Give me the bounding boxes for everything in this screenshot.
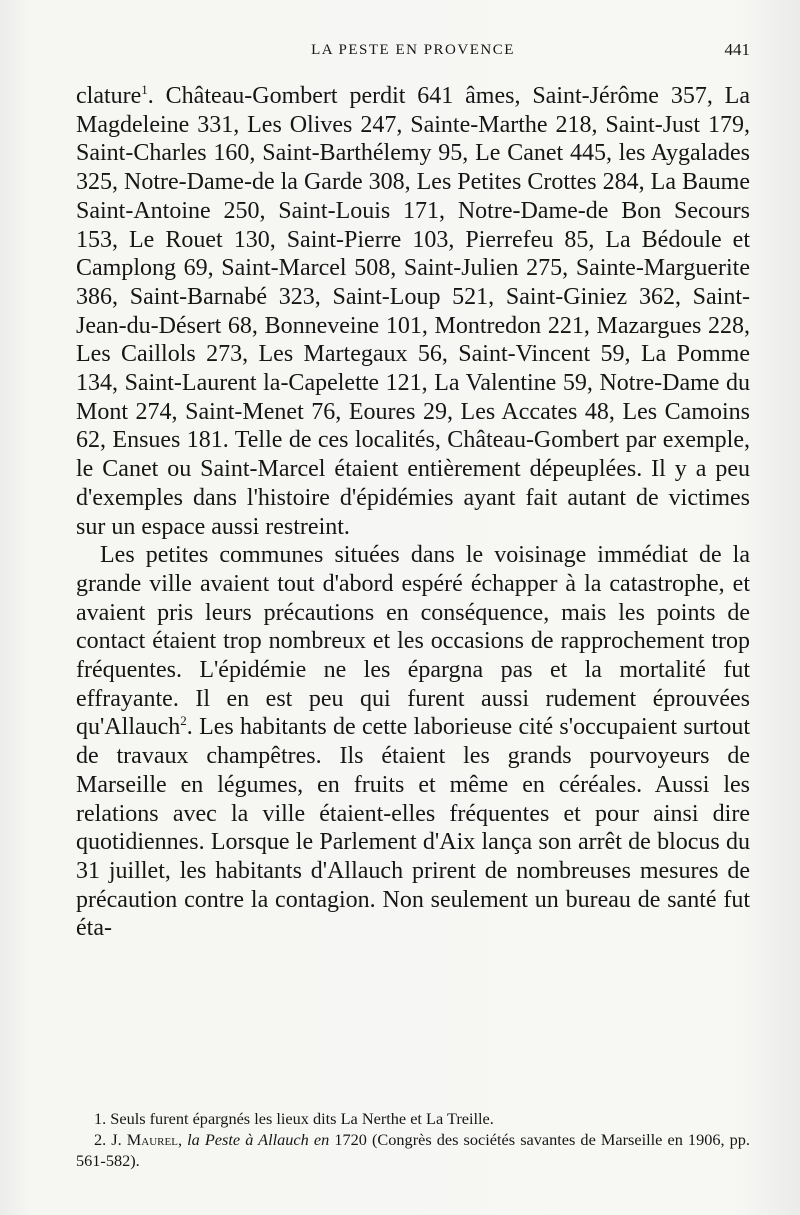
footnote-2-author: Maurel (126, 1130, 178, 1149)
paragraph-2-text-a: Les petites communes situées dans le voisinage immédiat de la grande ville avaient tout d'abord espéré échapper à la catastrophe, et avaient pris leurs précautions en conséquence, mais les points de contact étaient trop nombreux et les occasions de rapprochement trop fréquentes. L'épidémie ne les épargna pas et la mortalité fut effrayante. Il en est peu qui furent aussi rudement éprouvées qu'Allauch (76, 542, 750, 741)
footnote-2-sep: , (177, 1130, 188, 1149)
footnote-ref-1: 1 (141, 82, 148, 97)
footnote-1: 1. Seuls furent épargnés les lieux dits La Nerthe et La Treille. (94, 1109, 494, 1128)
paragraph-2 (76, 541, 750, 943)
paragraph-1-start: clature (76, 83, 142, 109)
footnote-ref-2: 2 (180, 713, 187, 729)
running-head (76, 40, 750, 64)
footnote-2-title: la Peste à Allauch en (187, 1130, 330, 1149)
paragraph-1 (76, 82, 750, 541)
footnotes (76, 1108, 750, 1171)
footnote-2-rest: 1720 (Congrès des sociétés savantes de Marseille en 1906, pp. 561-582). (76, 1130, 750, 1170)
paragraph-2-text-b: . Les habitants de cette laborieuse cité s'occupaient surtout de travaux champêtres. Ils étaient les grands pourvoyeurs de Marseille en légumes, en fruits et même en céréales. Aussi les relations avec la ville étaient-elles fréquentes et pour ainsi dire quotidiennes. Lorsque le Parlement d'Aix lança son arrêt de blocus du 31 juillet, les habitants d'Allauch prirent de nombreuses mesures de précaution contre la contagion. Non seulement un bureau de santé fut éta- (76, 714, 750, 942)
page-number: 441 (724, 40, 750, 59)
body-text (76, 82, 750, 943)
paragraph-1-text: . Château-Gombert perdit 641 âmes, Saint-Jérôme 357, La Magdeleine 331, Les Olives 247, Sainte-Marthe 218, Saint-Just 179, Saint-Charles 160, Saint-Barthélemy 95, Le Canet 445, les Aygalades 325, Notre-Dame-de la Garde 308, Les Petites Crottes 284, La Baume Saint-Antoine 250, Saint-Louis 171, Notre-Dame-de Bon Secours 153, Le Rouet 130, Saint-Pierre 103, Pierrefeu 85, La Bédoule et Camplong 69, Saint-Marcel 508, Saint-Julien 275, Sainte-Marguerite 386, Saint-Barnabé 323, Saint-Loup 521, Saint-Giniez 362, Saint-Jean-du-Désert 68, Bonneveine 101, Montredon 221, Mazargues 228, Les Caillols 273, Les Martegaux 56, Saint-Vincent 59, La Pomme 134, Saint-Laurent la-Capelette 121, La Valentine 59, Notre-Dame du Mont 274, Saint-Menet 76, Eoures 29, Les Accates 48, Les Camoins 62, Ensues 181. Telle de ces localités, Château-Gombert par exemple, le Canet ou Saint-Marcel étaient entièrement dépeuplées. Il y a peu d'exemples dans l'histoire d'épidémies ayant fait autant de victimes sur un espace aussi restreint. (76, 83, 750, 540)
footnote-2 (76, 1129, 750, 1171)
footnote-2-prefix: 2. J. (94, 1130, 127, 1149)
running-title: LA PESTE EN PROVENCE (311, 42, 515, 58)
